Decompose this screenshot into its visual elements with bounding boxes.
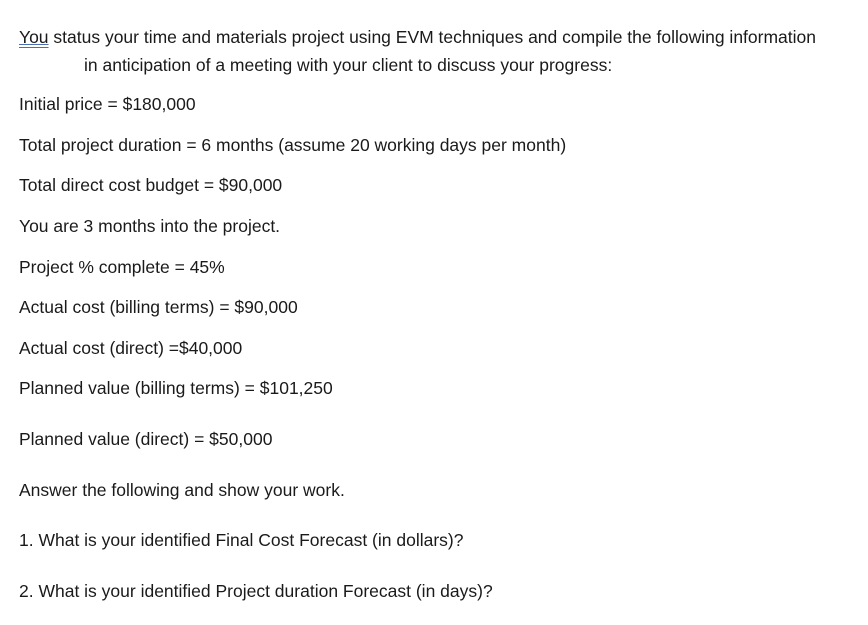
question-1: 1. What is your identified Final Cost Forecast (in dollars)? [19,530,464,550]
fact-planned-value-direct: Planned value (direct) = $50,000 [19,429,273,449]
fact-total-duration: Total project duration = 6 months (assume 20 working days per month) [19,135,567,155]
fact-actual-cost-direct: Actual cost (direct) =$40,000 [19,338,243,358]
intro-paragraph-line-1 [19,26,816,48]
fact-percent-complete: Project % complete = 45% [19,257,225,277]
fact-direct-cost-budget: Total direct cost budget = $90,000 [19,175,283,195]
fact-actual-cost-billing: Actual cost (billing terms) = $90,000 [19,297,298,317]
fact-months-in: You are 3 months into the project. [19,216,281,236]
intro-first-word: You [19,27,49,47]
question-2: 2. What is your identified Project duration Forecast (in days)? [19,581,493,601]
intro-paragraph-line-2: in anticipation of a meeting with your client to discuss your progress: [84,55,613,75]
fact-planned-value-billing: Planned value (billing terms) = $101,250 [19,378,333,398]
instructions: Answer the following and show your work. [19,480,345,500]
fact-initial-price: Initial price = $180,000 [19,94,196,114]
intro-line-1-text: status your time and materials project using EVM techniques and compile the following information [48,27,817,47]
